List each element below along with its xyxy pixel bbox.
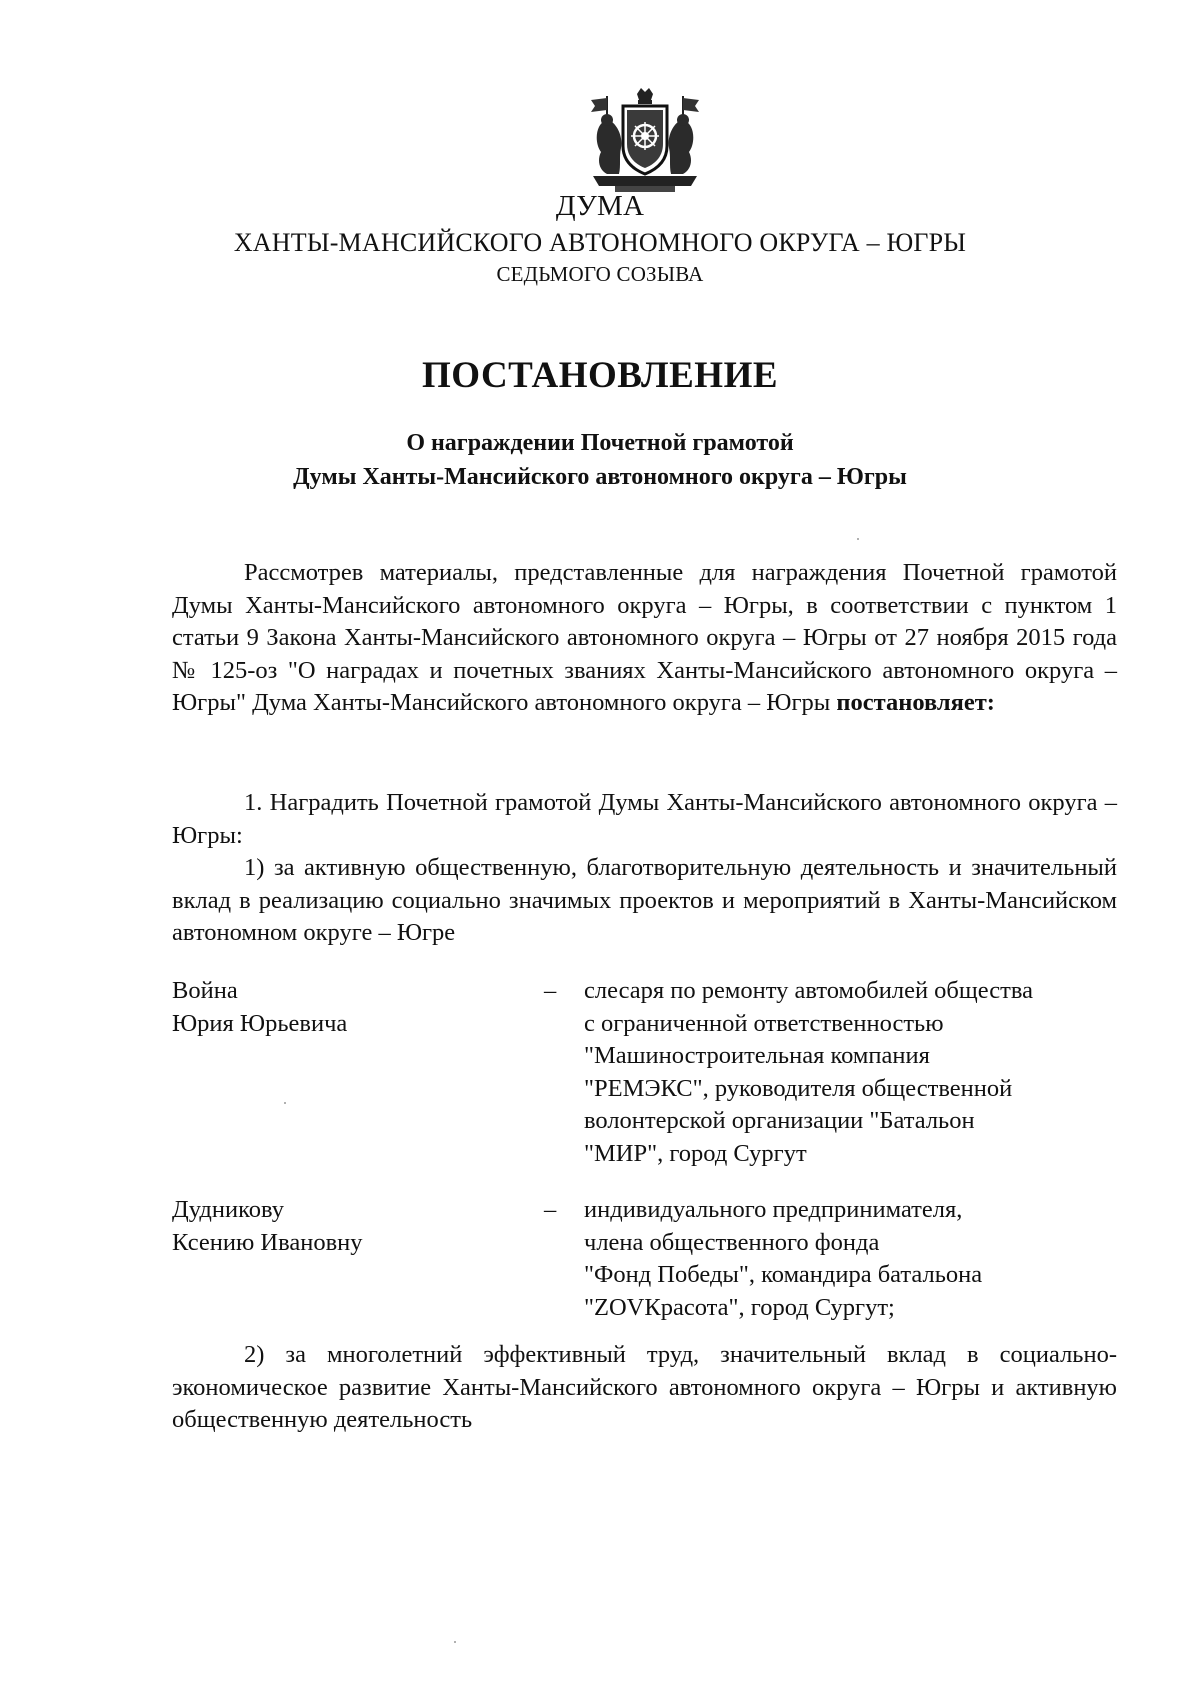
item-1-paragraph: 1. Наградить Почетной грамотой Думы Ханты-Мансийского автономного округа – Югры: (172, 789, 1117, 849)
description-line: "Фонд Победы", командира батальона (584, 1261, 983, 1289)
description-line: "МИР", город Сургут (584, 1139, 807, 1167)
awardee-2-name (172, 1194, 363, 1259)
region-name: ХАНТЫ-МАНСИЙСКОГО АВТОНОМНОГО ОКРУГА – ЮГРЫ (233, 228, 967, 257)
awardee-2-dash: – (544, 1196, 557, 1223)
scan-speck (454, 1641, 456, 1643)
document-type-title: ПОСТАНОВЛЕНИЕ (421, 355, 779, 396)
description-line: "Машиностроительная компания (584, 1042, 930, 1070)
convocation-label: СЕДЬМОГО СОЗЫВА (496, 262, 704, 286)
organization-name: ДУМА (555, 190, 645, 222)
awardee-given-names: Ксению Ивановну (172, 1228, 363, 1256)
preamble-paragraph (172, 557, 1117, 720)
awardee-1-description (584, 975, 1124, 1171)
preamble-text: Рассмотрев материалы, представленные для награждения Почетной грамотой Думы Ханты-Мансийского автономного округа – Югры, в соответствии с пунктом 1 статьи 9 Закона Ханты-Мансийского автономного округа – Югры от 27 ноября 2015 года № 125-оз "О наградах и почетных званиях Ханты-Мансийского автономного округа – Югры" Дума Ханты-Мансийского автономного округа – Югры (172, 559, 1117, 717)
scan-speck (284, 1102, 286, 1104)
subitem-1-paragraph: 1) за активную общественную, благотворительную деятельность и значительный вклад в реализацию социально значимых проектов и мероприятий в Ханты-Мансийском автономном округе – Югре (172, 854, 1117, 947)
description-line: члена общественного фонда (584, 1228, 880, 1256)
description-line: индивидуального предпринимателя, (584, 1196, 963, 1223)
preamble-resolves: постановляет: (836, 689, 995, 717)
awardee-1-name (172, 975, 347, 1040)
description-line: с ограниченной ответственностью (584, 1009, 944, 1037)
description-line: "РЕМЭКС", руководителя общественной (584, 1074, 1013, 1102)
awardee-given-names: Юрия Юрьевича (172, 1009, 348, 1037)
subject-line-1: О награждении Почетной грамотой (406, 430, 794, 456)
awardee-surname: Война (172, 977, 238, 1004)
description-line: волонтерской организации "Батальон (584, 1107, 975, 1135)
subject-line-2: Думы Ханты-Мансийского автономного округа – Югры (293, 464, 907, 490)
coat-of-arms-icon (585, 86, 705, 194)
description-line: слесаря по ремонту автомобилей общества (584, 977, 1033, 1004)
subitem-2-paragraph: 2) за многолетний эффективный труд, значительный вклад в социально-экономическое развитие Ханты-Мансийского автономного округа – Югры и активную общественную деятельность (172, 1341, 1117, 1434)
description-line: "ZOVКрасота", город Сургут; (584, 1293, 895, 1321)
awardee-2-description (584, 1194, 1124, 1324)
awardee-1-dash: – (544, 977, 557, 1004)
awardee-surname: Дудникову (172, 1196, 284, 1223)
scan-speck (857, 538, 859, 540)
